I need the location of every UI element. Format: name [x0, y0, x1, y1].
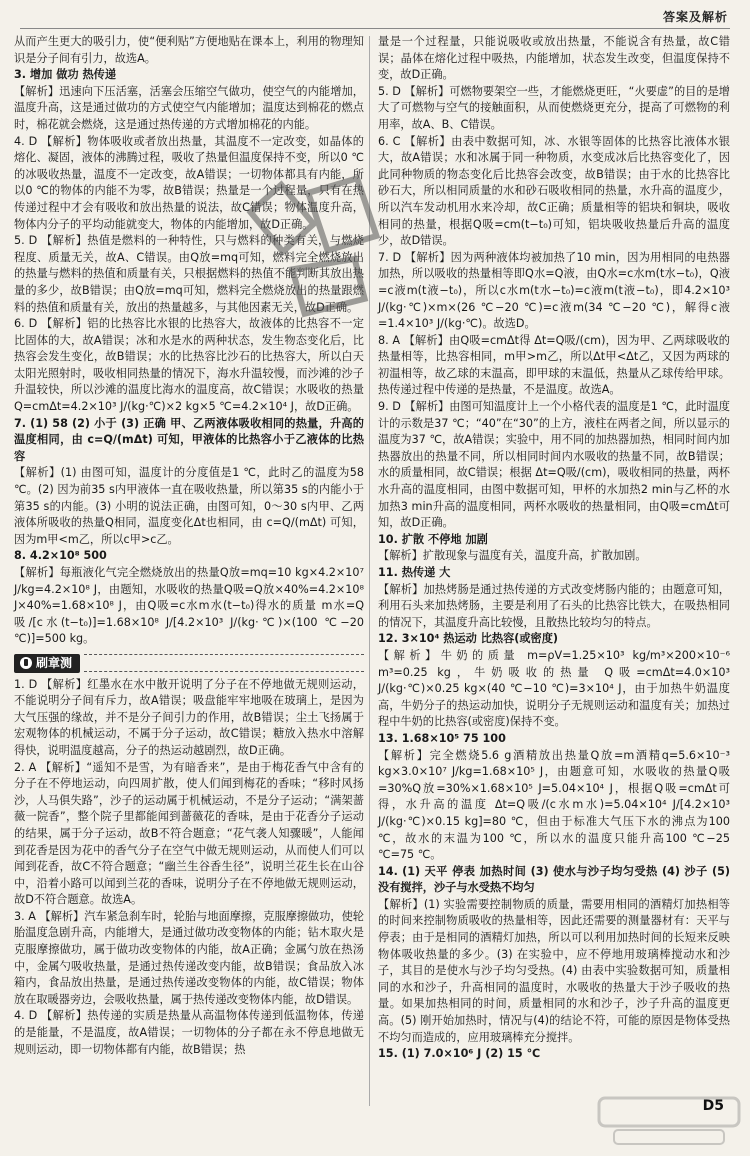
answer-line: 7. (1) 58 (2) 小于 (3) 正确 甲、乙两液体吸收相同的热量，升高的温度相同，由 c=Q/(mΔt) 可知，甲液体的比热容小于乙液体的比热容: [14, 416, 364, 463]
answer-line: 14. (1) 天平 停表 加热时间 (3) 使水与沙子均匀受热 (4) 沙子 (5) 没有搅拌，沙子与水受热不均匀: [378, 864, 730, 895]
paragraph: 4. D 【解析】物体吸收或者放出热量，其温度不一定改变，如晶体的熔化、凝固，液体的沸腾过程，吸收了热量但温度保持不变，所以0 ℃的冰吸收热量，温度不一定改变，故A错误；一切物体都具有内能，所以0 ℃的物体的内能不为零，故B错误；热量是一个过程量，只有在热传递过程中才会有吸收和放出热量的说法，故C错误；物体温度升高，物体内分子的平均动能就变大，物体的内能增加，故D正确。: [14, 134, 364, 231]
answer-line: 8. 4.2×10⁸ 500: [14, 549, 107, 563]
right-column: [378, 34, 730, 1063]
paragraph: 【解析】加热烤肠是通过热传递的方式改变烤肠内能的；由题意可知，利用石头来加热烤肠，主要是利用了石头的比热容比铁大，在吸热相同的情况下，其温度升高比较慢，且散热比较均匀的特点。: [378, 582, 730, 629]
answer-line: 3. 增加 做功 热传递: [14, 68, 117, 82]
paragraph: 【解析】完全燃烧5.6 g酒精放出热量Q放=m酒精q=5.6×10⁻³ kg×3.0×10⁷ J/kg=1.68×10⁵ J，由题意可知，水吸收的热量Q吸=30%Q放=30%×1.68×10⁵ J=5.04×10⁴ J，根据Q吸=cmΔt可得，水升高的温度 Δt=Q吸/(c水m水)=5.04×10⁴ J/[4.2×10³ J/(kg·℃)×0.15 kg]=80 ℃，但由于标准大气压下水的沸点为100 ℃，故水的末温为100 ℃，所以水的温度只能升高100 ℃−25 ℃=75 ℃。: [378, 748, 730, 862]
answer-line: 13. 1.68×10⁵ 75 100: [378, 731, 506, 745]
paragraph: 【解析】(1) 实验需要控制物质的质量，需要用相同的酒精灯加热相等的时间来控制物质吸收的热量相等，因此还需要的测量器材有：天平与停表；由于是相同的酒精灯加热，所以可以利用加热时间的长短来反映物体吸收热量的多少。(3) 在实验中，应不停地用玻璃棒搅动水和沙子，其目的是使水与沙子均匀受热。(4) 由表中实验数据可知，质量相同的水和沙子，升高相同的温度时，水吸收的热量大于沙子吸收的热量。如果加热相同的时间，质量相同的水和沙子，沙子升高的温度更高。(5) 刚开始加热时，情况与(4)的结论不符，可能的原因是物体受热不均匀而造成的，应用玻璃棒充分搅拌。: [378, 897, 730, 1044]
paragraph: 1. D 【解析】红墨水在水中散开说明了分子在不停地做无规则运动，不能说明分子间有斥力，故A错误；吸盘能牢牢地吸在玻璃上，是因为大气压强的缘故，并不是分子间引力的作用，故B错误；尘土飞扬属于宏观物体的机械运动，不属于分子运动，故C错误；糖放入热水中溶解得快，说明温度越高，分子的热运动越剧烈，故D正确。: [14, 677, 364, 757]
paragraph: 4. D 【解析】热传递的实质是热量从高温物体传递到低温物体，传递的是能量，不是温度，故A错误；一切物体的分子都在永不停息地做无规则运动，即一切物体都有内能，故B错误；热: [14, 1009, 364, 1056]
section-badge: [14, 654, 80, 673]
paragraph: 【解析】牛奶的质量 m=ρV=1.25×10³ kg/m³×200×10⁻⁶ m³=0.25 kg，牛奶吸收的热量 Q吸=cmΔt=4.0×10³ J/(kg·℃)×0.25 kg×(40 ℃−10 ℃)=3×10⁴ J，由于加热牛奶温度高，牛奶分子的热运动加快，说明分子无规则运动和温度有关；加热过程中牛奶的比热容(或密度)保持不变。: [378, 648, 730, 729]
paragraph: 9. D 【解析】由图可知温度计上一个小格代表的温度是1 ℃，此时温度计的示数是37 ℃；“40”在“30”的上方，液柱在两者之间，所以显示的温度为37 ℃，故A错误；实验中，用不同的加热器加热，相同时间内加热器放出的热量不同，所以相同时间内水吸收的热量不同，故B错误；水的质量相同，故C错误；根据 Δt=Q吸/(cm)，吸收相同的热量，两杯水升高的温度相同，由图中数据可知，甲杯的水加热2 min与乙杯的水加热3 min升高的温度相同，两杯水吸收的热量相同，由Q吸=cmΔt可知，故D正确。: [378, 400, 730, 530]
header-rule: [20, 28, 730, 29]
answer-line: 15. (1) 7.0×10⁶ J (2) 15 ℃: [378, 1047, 541, 1061]
section-rule: [84, 654, 364, 672]
section-heading: [14, 654, 364, 673]
paragraph: 5. D 【解析】可燃物要架空一些，才能燃烧更旺，“火要虚”的目的是增大了可燃物与空气的接触面积，从而使燃烧更充分，提高了可燃物的利用率，故A、B、C错误。: [378, 84, 730, 131]
paragraph: 6. D 【解析】铝的比热容比水银的比热容大，故液体的比热容不一定比固体的大，故A错误；冰和水是水的两种状态，发生物态变化后，比热容会发生变化，故B错误；水的比热容比沙石的比热容大，所以白天太阳光照射时，吸收相同热量的情况下，海水升温较慢，而沙滩的沙子升温较快，所以沙滩的温度比海水的温度高，故C错误；水吸收的热量Q=cmΔt=4.2×10³ J/(kg·℃)×2 kg×5 ℃=4.2×10⁴ J，故D正确。: [14, 317, 364, 414]
page-header: [0, 0, 750, 30]
paragraph: 【解析】迅速向下压活塞，活塞会压缩空气做功，使空气的内能增加，温度升高，这是通过做功的方式使空气内能增加；温度达到棉花的燃点时，棉花就会燃烧，这是通过热传递的方式增加棉花的内能。: [14, 84, 364, 131]
paragraph: 3. A 【解析】汽车紧急刹车时，轮胎与地面摩擦，克服摩擦做功，使轮胎温度急剧升高，内能增大，是通过做功改变物体的内能；钻木取火是克服摩擦做功，属于做功改变物体的内能，故A正确；金属勺放在热汤中，金属勺吸收热量，是通过热传递改变内能，故B错误；食品放入冰箱内，食品放出热量，是通过热传递改变物体的内能，故C错误；物体放在取暖器旁边，会吸收热量，属于热传递改变物体内能，故D错误。: [14, 909, 364, 1006]
answer-line: 10. 扩散 不停地 加剧: [378, 532, 488, 546]
section-title: 刷章测: [36, 655, 73, 670]
paragraph: 从而产生更大的吸引力，使“便利贴”方便地贴在课本上，利用的物理知识是分子间有引力，故选A。: [14, 35, 364, 65]
paragraph: 【解析】(1) 由图可知，温度计的分度值是1 ℃，此时乙的温度为58 ℃。(2) 因为前35 s内甲液体一直在吸收热量，所以第35 s的内能小于第35 s的内能。(3) 小明的说法正确，由图可知，0～30 s内甲、乙两液体所吸收的热量Q相同，温度变化Δt也相同，由 c=Q/(mΔt) 可知，因为m甲<m乙，所以c甲>c乙。: [14, 466, 364, 546]
paragraph: 2. A 【解析】“遥知不是雪，为有暗香来”，是由于梅花香气中含有的分子在不停地运动，向四周扩散，使人们闻到梅花的香味；“移时风扬沙，人马俱失路”，沙子的运动属于机械运动，不是分子运动；“满架蔷薇一院香”，整个院子里都能闻到蔷薇花的香味，是由于花香分子运动的结果，属于分子运动，故B不符合题意；“花气袭人知骤暖”，人能闻到花香是因为花中的香气分子在空气中做无规则运动，从而使人们可以闻到花香，故C不符合题意；“幽兰生谷香生径”，说明兰花生长在山谷中，沿着小路可以闻到兰花的香味，说明分子在不停地做无规则运动，故D不符合题意。故选A。: [14, 760, 364, 907]
paragraph: 【解析】扩散现象与温度有关，温度升高，扩散加剧。: [378, 549, 647, 563]
answer-line: 11. 热传递 大: [378, 566, 451, 579]
answer-line: 12. 3×10⁴ 热运动 比热容(或密度): [378, 632, 559, 646]
paragraph: 7. D 【解析】因为两种液体均被加热了10 min，因为用相同的电热器加热，所以吸收的热量相等即Q水=Q液，由Q水=c水m(t水−t₀)，Q液=c液m(t液−t₀)，所以c水m(t水−t₀)=c液m(t液−t₀)，即4.2×10³ J/(kg·℃)×m×(26 ℃−20 ℃)=c液m(34 ℃−20 ℃)，解得c液=1.4×10³ J/(kg·℃)。故选D。: [378, 250, 730, 331]
paragraph: 5. D 【解析】热值是燃料的一种特性，只与燃料的种类有关，与燃烧程度、质量无关，故A、C错误。由Q放=mq可知，燃料完全燃烧放出的热量与燃料的热值和质量有关，只根据燃料的热值不能判断其放出热量的多少，故B错误；由Q放=mq可知，燃料完全燃烧放出的热量跟燃料的热值和质量有关，放出的热量越多，与其他因素无关，故D正确。: [14, 234, 364, 314]
brush-icon: [20, 657, 32, 669]
paragraph: 量是一个过程量，只能说吸收或放出热量，不能说含有热量，故C错误；晶体在熔化过程中吸热，内能增加，状态发生改变，但温度保持不变，故D正确。: [378, 35, 730, 82]
paragraph: 8. A 【解析】由Q吸=cmΔt得 Δt=Q吸/(cm)，因为甲、乙两球吸收的热量相等，比热容相同，m甲>m乙，所以Δt甲<Δt乙，又因为两球的初温相等，故乙球的末温高，即甲球的末温低，热量从乙球传给甲球。热传递过程中传递的是热量，不是温度。故选A。: [378, 333, 730, 397]
header-title: 答案及解析: [662, 10, 728, 24]
paragraph: 6. C 【解析】由表中数据可知，冰、水银等固体的比热容比液体水银大，故A错误；水和冰属于同一种物质，水变成冰后比热容变化了，因此同种物质的物态变化后比热容会改变，故B错误；由于水的比热容比砂石大，所以相同质量的水和砂石吸收相同的热量，水升高的温度少，所以汽车发动机用水来冷却，故C正确；质量相等的铝块和铜块，吸收相同的热量，根据Q吸=cm(t−t₀)可知，铝块吸收热量后升高的温度少，故D错误。: [378, 134, 730, 248]
page-number: D5: [702, 1098, 724, 1114]
paragraph: 【解析】每瓶液化气完全燃烧放出的热量Q放=mq=10 kg×4.2×10⁷ J/kg=4.2×10⁸ J，由题知，水吸收的热量Q吸=Q放×40%=4.2×10⁸ J×40%=1.68×10⁸ J，由Q吸=c水m水(t−t₀)得水的质量 m水=Q吸/[c水(t−t₀)]=1.68×10⁸ J/[4.2×10³ J/(kg·℃)×(100 ℃−20 ℃)]=500 kg。: [14, 566, 364, 646]
